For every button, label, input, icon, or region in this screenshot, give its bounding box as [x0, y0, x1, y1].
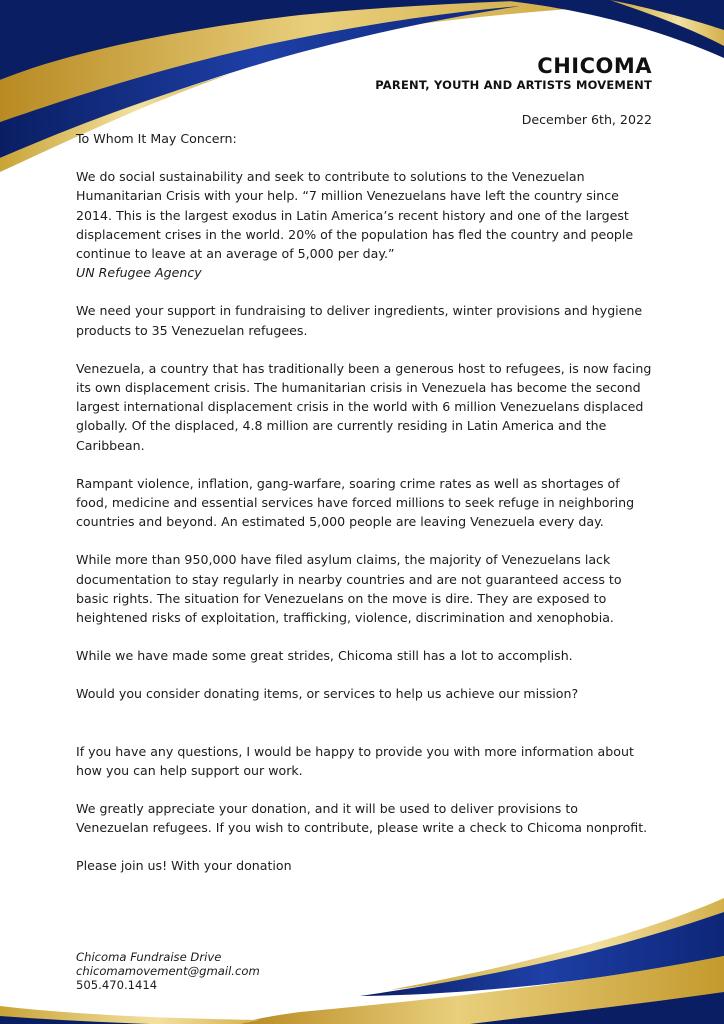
paragraph-crisis-overview: Venezuela, a country that has traditionally been a generous host to refugees, is now facing its own displacement crisis. The humanitarian crisis in Venezuela has become the second largest international displacement crisis in the world with 6 million Venezuelans displaced globally. Of the displaced, 4.8 million are currently residing in Latin America and the Caribbean. — [76, 360, 652, 453]
letterhead — [375, 54, 652, 92]
letter-date: December 6th, 2022 — [521, 112, 652, 127]
organization-tagline: PARENT, YOUTH AND ARTISTS MOVEMENT — [375, 78, 652, 92]
paragraph-asylum: While more than 950,000 have filed asylum claims, the majority of Venezuelans lack documentation to stay regularly in nearby countries and are not guaranteed access to basic rights. The situation for Venezuelans on the move is dire. They are exposed to heightened risks of exploitation, trafficking, violence, discrimination and xenophobia. — [76, 552, 622, 626]
closing-line: Please join us! With your donation — [76, 858, 292, 874]
signature-block — [76, 951, 260, 992]
signature-phone: 505.470.1414 — [76, 977, 158, 992]
organization-name: CHICOMA — [537, 54, 652, 78]
letter-body — [76, 129, 654, 895]
signature-email: chicomamovement@gmail.com — [76, 963, 260, 978]
paragraph-causes: Rampant violence, inflation, gang-warfare, soaring crime rates as well as shortages of food, medicine and essential services have forced millions to seek refuge in neighboring countries and beyond. An estimated 5,000 people are leaving Venezuela every day. — [76, 475, 635, 530]
signature-name: Chicoma Fundraise Drive — [76, 950, 222, 964]
paragraph-support-request: We need your support in fundraising to deliver ingredients, winter provisions and hygiene products to 35 Venezuelan refugees. — [76, 303, 643, 338]
quote-source: UN Refugee Agency — [76, 265, 202, 281]
intro-quote-text: We do social sustainability and seek to contribute to solutions to the Venezuelan Humanitarian Crisis with your help. “7 million Venezuelans have left the country since 2014. This is the largest exodus in Latin America’s recent history and one of the largest displacement crises in the world. 20% of the population has fled the country and people continue to leave at an average of 5,000 per day.” — [76, 169, 634, 262]
paragraph-appreciation: We greatly appreciate your donation, and it will be used to deliver provisions to Venezuelan refugees. If you wish to contribute, please write a check to Chicoma nonprofit. — [76, 801, 648, 836]
paragraph-questions: If you have any questions, I would be happy to provide you with more information about how you can help support our work. — [76, 743, 634, 778]
paragraph-progress: While we have made some great strides, Chicoma still has a lot to accomplish. — [76, 648, 573, 664]
paragraph-donation-ask: Would you consider donating items, or services to help us achieve our mission? — [76, 686, 579, 702]
paragraph-intro — [76, 167, 654, 282]
salutation: To Whom It May Concern: — [76, 131, 237, 146]
